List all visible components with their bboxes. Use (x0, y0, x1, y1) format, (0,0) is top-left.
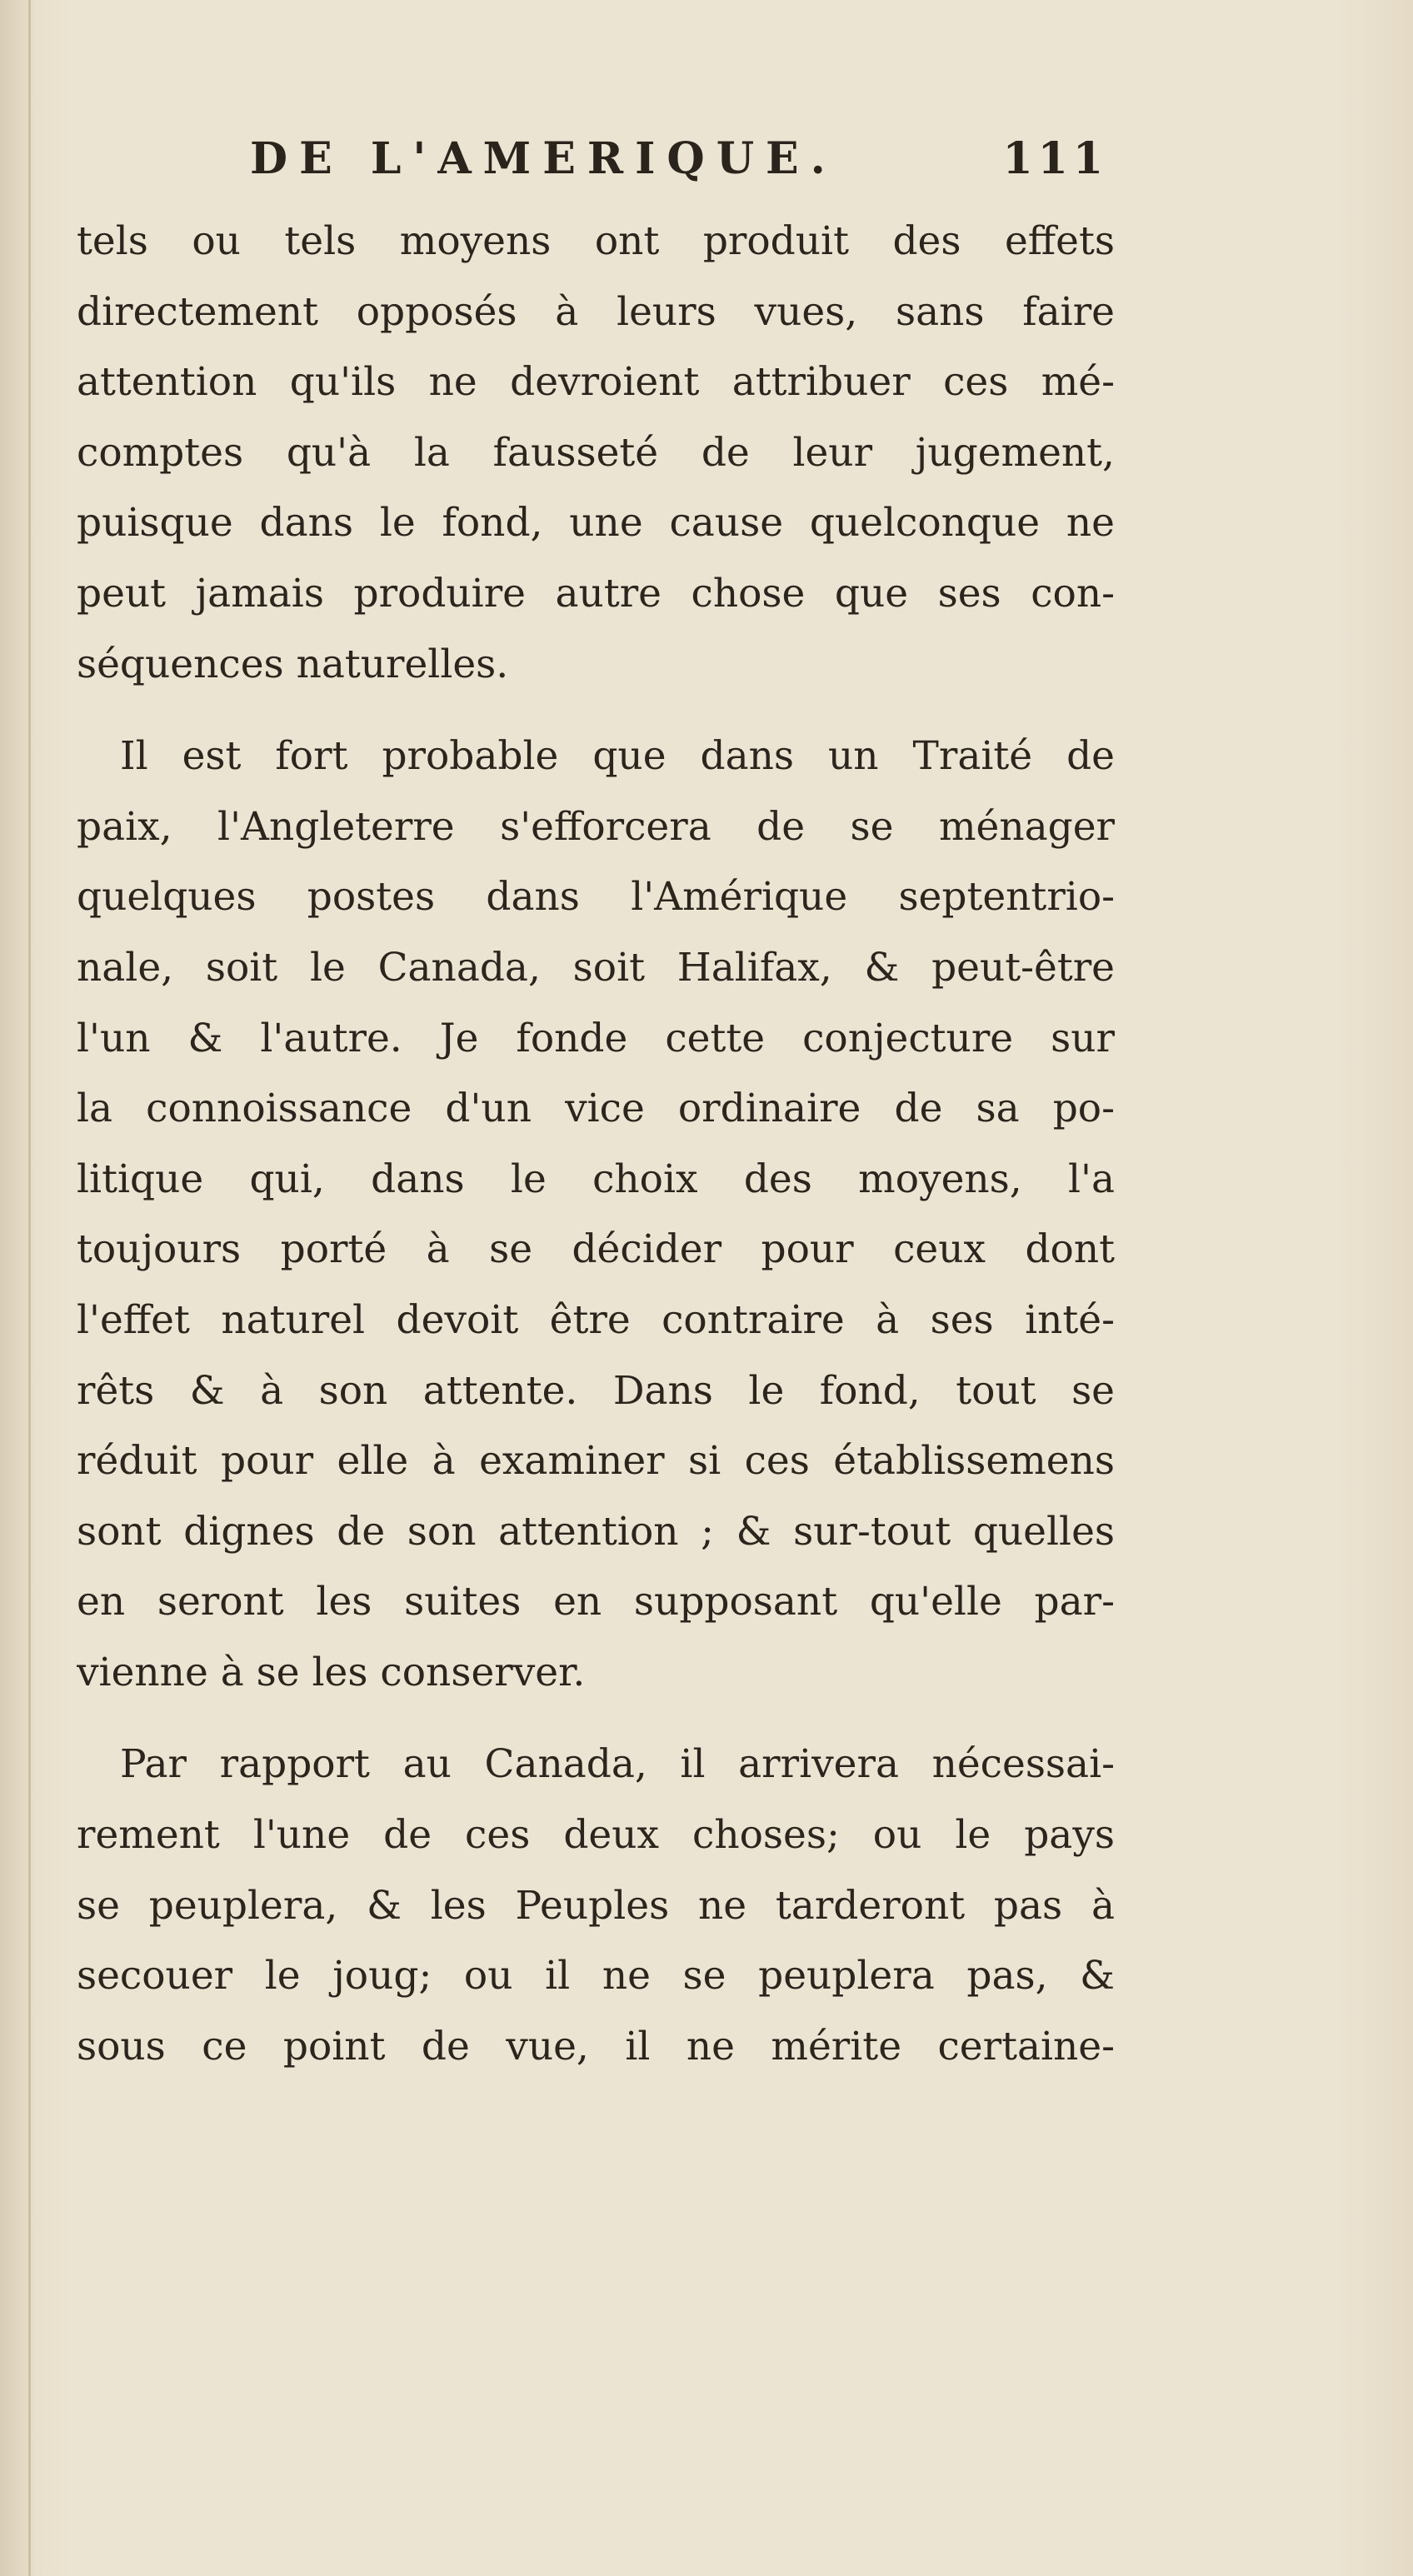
text-line: puisque dans le fond, une cause quelconque ne (77, 500, 1115, 547)
text-line: paix, l'Angleterre s'efforcera de se ménager (77, 803, 1115, 850)
running-head (250, 133, 1108, 200)
body-text (77, 207, 1115, 2104)
text-line: toujours porté à se décider pour ceux dont (77, 1226, 1115, 1273)
text-line: attention qu'ils ne devroient attribuer ces mé- (77, 359, 1115, 406)
text-line: rêts & à son attente. Dans le fond, tout se (77, 1367, 1115, 1414)
running-title: DE L'AMERIQUE. (250, 133, 837, 184)
text-line: Par rapport au Canada, il arrivera nécessai- (120, 1741, 1115, 1788)
text-line: Il est fort probable que dans un Traité de (120, 733, 1115, 780)
text-line: réduit pour elle à examiner si ces établissemens (77, 1438, 1115, 1485)
text-line: se peuplera, & les Peuples ne tarderont pas à (77, 1882, 1115, 1929)
text-line: sous ce point de vue, il ne mérite certaine- (77, 2023, 1115, 2069)
text-line: comptes qu'à la fausseté de leur jugement, (77, 429, 1115, 476)
text-line: rement l'une de ces deux choses; ou le pays (77, 1812, 1115, 1859)
text-line: tels ou tels moyens ont produit des effets (77, 218, 1115, 264)
paragraph-3 (77, 1730, 1115, 2082)
page-gutter-edge (28, 0, 31, 2576)
text-line: nale, soit le Canada, soit Halifax, & peut-être (77, 944, 1115, 991)
paragraph-1 (77, 207, 1115, 700)
text-line: peut jamais produire autre chose que ses con- (77, 570, 1115, 617)
page-number: 111 (1002, 133, 1108, 184)
text-line: séquences naturelles. (77, 641, 509, 687)
text-line: en seront les suites en supposant qu'elle par- (77, 1579, 1115, 1625)
text-line: l'un & l'autre. Je fonde cette conjecture sur (77, 1015, 1115, 1061)
text-line: l'effet naturel devoit être contraire à ses inté- (77, 1296, 1115, 1343)
text-line: vienne à se les conserver. (77, 1649, 586, 1695)
text-line: secouer le joug; ou il ne se peuplera pas, & (77, 1953, 1115, 1999)
text-line: sont dignes de son attention ; & sur-tout quelles (77, 1508, 1115, 1555)
text-line: directement opposés à leurs vues, sans faire (77, 288, 1115, 335)
text-line: litique qui, dans le choix des moyens, l'a (77, 1156, 1115, 1202)
paragraph-2 (77, 721, 1115, 1708)
text-line: quelques postes dans l'Amérique septentrio- (77, 874, 1115, 921)
text-line: la connoissance d'un vice ordinaire de sa po- (77, 1086, 1115, 1132)
